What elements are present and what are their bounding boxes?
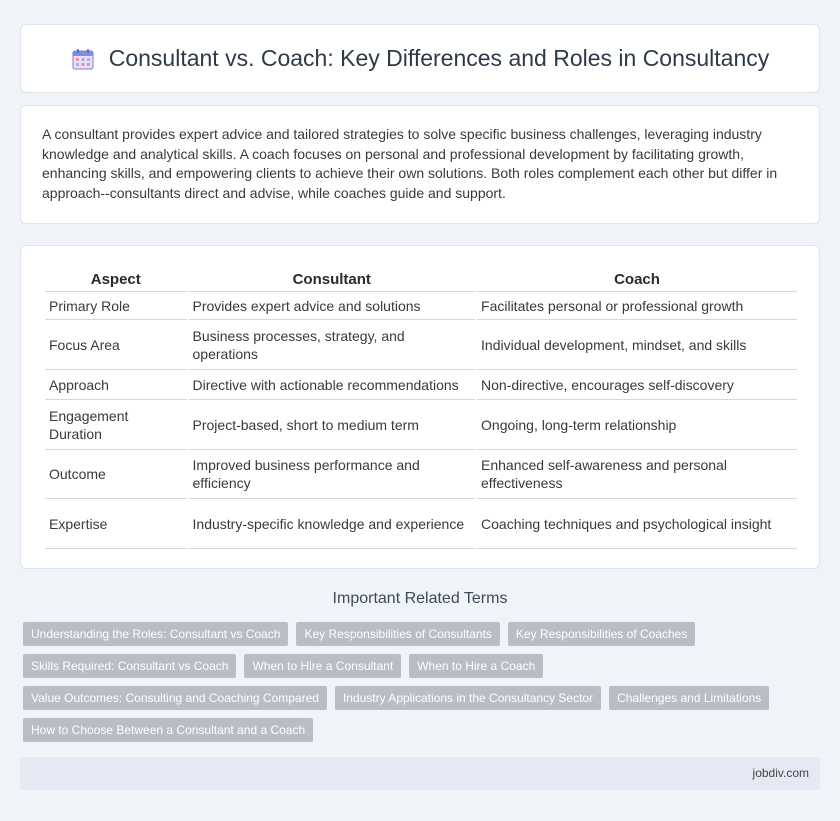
related-tag[interactable]: Challenges and Limitations [609,686,769,710]
table-header-row [45,265,797,292]
related-tag[interactable]: Value Outcomes: Consulting and Coaching Compared [23,686,327,710]
table-cell: Approach [45,370,187,400]
table-cell: Coaching techniques and psychological insight [477,499,797,549]
calendar-icon [71,47,95,71]
intro-text: A consultant provides expert advice and tailored strategies to solve specific business challenges, leveraging industry knowledge and analytical skills. A coach focuses on personal and professional development by facilitating growth, enhancing skills, and empowering clients to achieve their own solutions. Both roles complement each other but differ in approach--consultants direct and advise, while coaches guide and support. [42,126,778,201]
related-tag[interactable]: Key Responsibilities of Coaches [508,622,695,646]
table-cell: Non-directive, encourages self-discovery [477,370,797,400]
footer [20,757,820,790]
column-header-coach: Coach [477,265,797,292]
table-cell: Focus Area [45,320,187,370]
table-cell: Expertise [45,499,187,549]
related-tag[interactable]: Key Responsibilities of Consultants [296,622,499,646]
footer-site-link[interactable]: jobdiv.com [752,766,809,780]
page-title: Consultant vs. Coach: Key Differences and Roles in Consultancy [108,45,770,71]
column-header-aspect: Aspect [45,265,187,292]
table-row [45,450,797,499]
table-cell: Engagement Duration [45,400,187,450]
table-cell: Provides expert advice and solutions [189,292,476,320]
table-row [45,400,797,450]
table-cell: Improved business performance and efficiency [189,450,476,499]
table-cell: Industry-specific knowledge and experience [189,499,476,549]
table-row [45,320,797,370]
related-tag[interactable]: When to Hire a Coach [409,654,543,678]
table-cell: Ongoing, long-term relationship [477,400,797,450]
table-cell: Individual development, mindset, and skills [477,320,797,370]
table-row [45,292,797,320]
table-cell: Enhanced self-awareness and personal effectiveness [477,450,797,499]
table-row [45,499,797,549]
table-cell: Directive with actionable recommendations [189,370,476,400]
comparison-table [43,265,799,549]
comparison-card [20,245,820,569]
related-tag[interactable]: Understanding the Roles: Consultant vs Coach [23,622,288,646]
table-cell: Facilitates personal or professional growth [477,292,797,320]
table-cell: Business processes, strategy, and operations [189,320,476,370]
related-terms-title: Important Related Terms [332,590,508,607]
table-cell: Project-based, short to medium term [189,400,476,450]
table-row [45,370,797,400]
related-tag[interactable]: How to Choose Between a Consultant and a Coach [23,718,313,742]
column-header-consultant: Consultant [189,265,476,292]
intro-card [20,105,820,224]
related-terms-tags [23,622,813,750]
header-card [20,24,820,93]
related-tag[interactable]: Industry Applications in the Consultancy Sector [335,686,601,710]
table-cell: Outcome [45,450,187,499]
related-tag[interactable]: Skills Required: Consultant vs Coach [23,654,236,678]
table-cell: Primary Role [45,292,187,320]
related-tag[interactable]: When to Hire a Consultant [244,654,401,678]
